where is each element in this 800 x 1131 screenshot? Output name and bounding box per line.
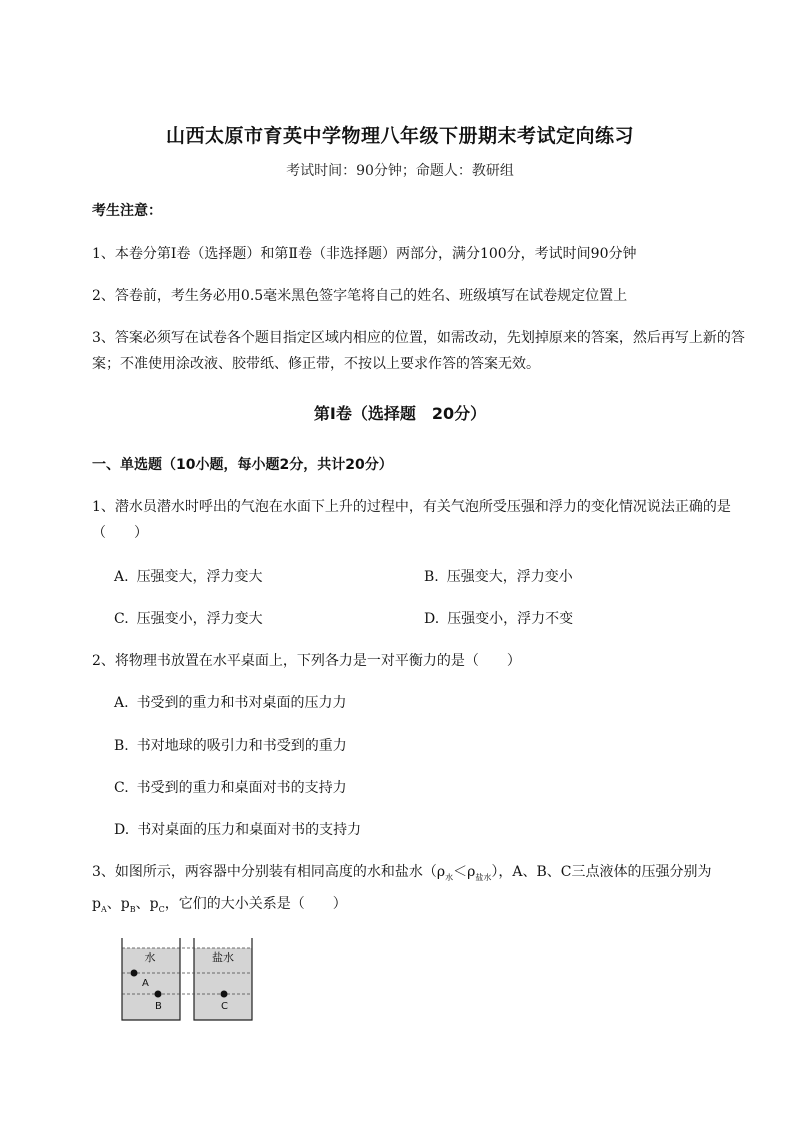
point-c-label: C (221, 1001, 228, 1012)
notice-item-1: 1、本卷分第Ⅰ卷（选择题）和第Ⅱ卷（非选择题）两部分，满分100分，考试时间90分钟 (92, 246, 637, 262)
question-2-option-a[interactable] (114, 692, 347, 712)
q3-sub-b: B (129, 904, 136, 914)
question-2-option-d[interactable] (114, 819, 361, 839)
exam-title: 山西太原市育英中学物理八年级下册期末考试定向练习 (165, 125, 634, 147)
q3-p: p (92, 895, 101, 912)
option-text: 书对地球的吸引力和书受到的重力 (136, 738, 347, 754)
question-2-stem: 2、将物理书放置在水平桌面上，下列各力是一对平衡力的是（ ） (92, 653, 521, 669)
question-1-option-c[interactable] (114, 608, 263, 628)
point-c-dot (221, 991, 228, 998)
q3-sub-a: A (100, 904, 107, 914)
q3-text-c: ，它们的大小关系是（ ） (164, 895, 347, 912)
option-text: 压强变小，浮力不变 (447, 611, 574, 627)
question-1-stem: 1、潜水员潜水时呼出的气泡在水面下上升的过程中，有关气泡所受压强和浮力的变化情况说法正确的是（ ） (92, 499, 731, 541)
q3-p: p (120, 895, 130, 912)
q3-sep: 、 (135, 895, 150, 912)
option-label: C. (114, 780, 129, 796)
q3-sub-water: 水 (445, 872, 454, 882)
water-label: 水 (144, 951, 156, 964)
q3-sub-c: C (158, 904, 165, 914)
option-text: 书对桌面的压力和桌面对书的支持力 (137, 822, 362, 838)
option-label: B. (114, 738, 129, 754)
option-label: C. (114, 611, 129, 627)
option-label: A. (114, 695, 129, 711)
option-text: 压强变大，浮力变大 (136, 569, 263, 585)
salt-water-label: 盐水 (212, 951, 234, 964)
point-b-dot (155, 991, 162, 998)
q3-sub-salt: 盐水 (475, 872, 492, 882)
section-title: 第Ⅰ卷（选择题 20分） (313, 404, 487, 423)
option-label: B. (424, 569, 439, 585)
question-2-option-b[interactable] (114, 735, 347, 755)
part-heading: 一、单选题（10小题，每小题2分，共计20分） (92, 457, 393, 473)
q3-text-lt: ＜ρ (453, 864, 476, 880)
exam-subtitle: 考试时间：90分钟；命题人：教研组 (286, 163, 514, 179)
question-1-option-b[interactable] (424, 566, 573, 586)
q3-text-b: ），A、B、C三点液体的压强分别为 (491, 864, 712, 880)
question-2-option-c[interactable] (114, 777, 347, 797)
option-text: 书受到的重力和书对桌面的压力力 (136, 695, 347, 711)
question-3-stem (92, 859, 752, 923)
question-1-option-a[interactable] (114, 566, 263, 586)
option-text: 压强变大，浮力变小 (446, 569, 573, 585)
option-label: D. (424, 611, 440, 627)
notice-item-2: 2、答卷前，考生务必用0.5毫米黑色签字笔将自己的姓名、班级填写在试卷规定位置上 (92, 288, 628, 304)
question-1-option-d[interactable] (424, 608, 573, 628)
point-a-label: A (142, 978, 149, 989)
notice-heading: 考生注意： (92, 203, 162, 219)
notice-item-3: 3、答案必须写在试卷各个题目指定区域内相应的位置，如需改动，先划掉原来的答案，然后再写上新的答案；不准使用涂改液、胶带纸、修正带，不按以上要求作答的答案无效。 (92, 330, 745, 372)
option-text: 书受到的重力和桌面对书的支持力 (136, 780, 347, 796)
q3-text-a: 3、如图所示，两容器中分别装有相同高度的水和盐水（ρ (92, 864, 446, 880)
option-label: D. (114, 822, 130, 838)
q3-p: p (149, 895, 159, 912)
point-a-dot (131, 970, 138, 977)
option-text: 压强变小，浮力变大 (136, 611, 263, 627)
question-3-figure (118, 934, 260, 1024)
option-label: A. (114, 569, 129, 585)
point-b-label: B (155, 1001, 162, 1012)
q3-sep: 、 (106, 895, 121, 912)
